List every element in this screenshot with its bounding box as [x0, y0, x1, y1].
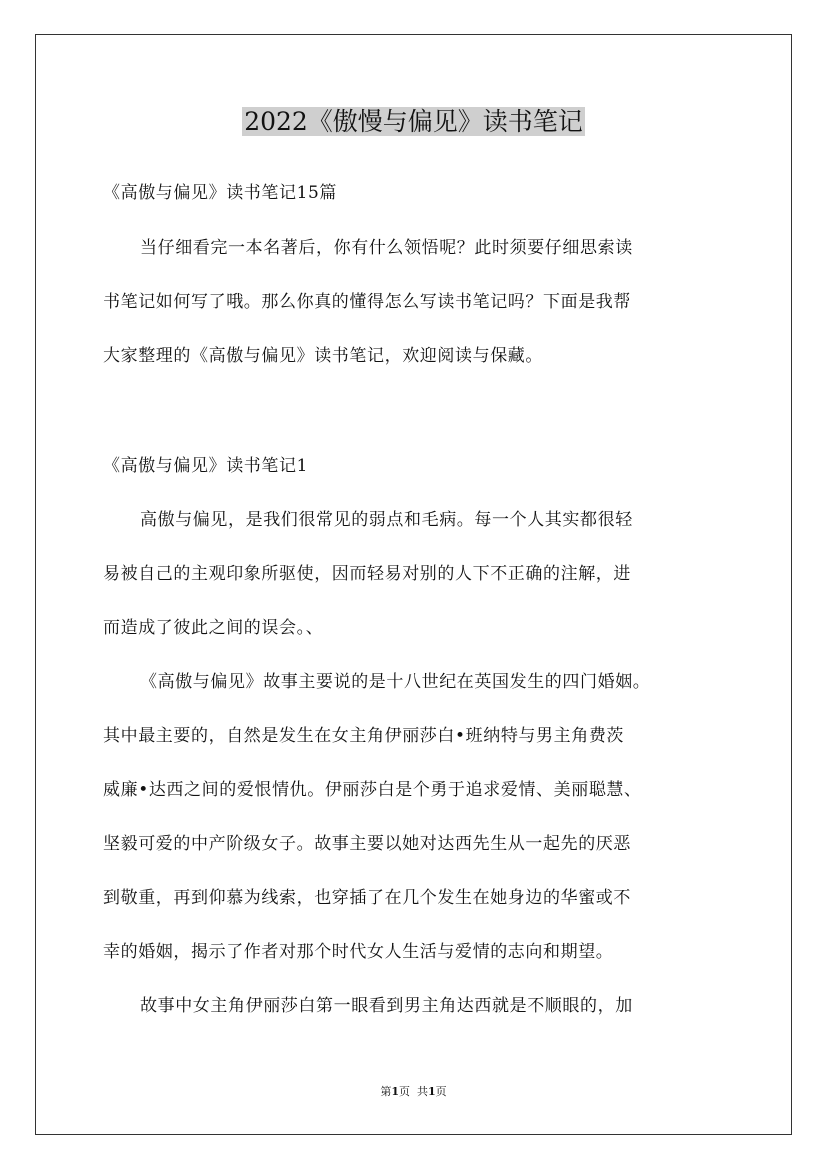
footer-page-suffix: 页 [399, 1085, 410, 1098]
intro-line-1: 当仔细看完一本名著后，你有什么领悟呢？此时须要仔细思索读 [140, 238, 633, 258]
footer-page-number: 1 [391, 1085, 399, 1098]
footer-page-prefix: 第 [380, 1085, 392, 1098]
paragraph2-line-4: 坚毅可爱的中产阶级女子。故事主要以她对达西先生从一起先的厌恶 [103, 834, 631, 854]
intro-line-3: 大家整理的《高傲与偏见》读书笔记，欢迎阅读与保藏。 [103, 346, 543, 366]
footer-total-pages: 1 [428, 1085, 436, 1098]
paragraph2-line-2: 其中最主要的，自然是发生在女主角伊丽莎白•班纳特与男主角费茨 [103, 726, 625, 746]
paragraph1-line-1: 高傲与偏见，是我们很常见的弱点和毛病。每一个人其实都很轻 [140, 510, 633, 530]
intro-line-2: 书笔记如何写了哦。那么你真的懂得怎么写读书笔记吗？下面是我帮 [103, 292, 631, 312]
section-heading: 《高傲与偏见》读书笔记1 [103, 456, 309, 476]
paragraph3-line-1: 故事中女主角伊丽莎白第一眼看到男主角达西就是不顺眼的，加 [140, 996, 633, 1016]
paragraph2-line-1: 《高傲与偏见》故事主要说的是十八世纪在英国发生的四门婚姻。 [140, 672, 651, 692]
paragraph1-line-3: 而造成了彼此之间的误会。、 [103, 618, 324, 638]
paragraph2-line-3: 威廉•达西之间的爱恨情仇。伊丽莎白是个勇于追求爱情、美丽聪慧、 [103, 780, 642, 800]
document-title-text: 2022《傲慢与偏见》读书笔记 [244, 107, 583, 136]
document-title [0, 101, 827, 143]
paragraph1-line-2: 易被自己的主观印象所驱使，因而轻易对别的人下不正确的注解，进 [103, 564, 631, 584]
document-subtitle: 《高傲与偏见》读书笔记15篇 [103, 183, 338, 203]
paragraph2-line-5: 到敬重，再到仰慕为线索，也穿插了在几个发生在她身边的华蜜或不 [103, 888, 631, 908]
footer-total-suffix: 页 [435, 1085, 447, 1098]
page-footer [0, 1084, 827, 1100]
paragraph2-line-6: 幸的婚姻，揭示了作者对那个时代女人生活与爱情的志向和期望。 [103, 942, 614, 962]
footer-total-prefix: 共 [417, 1085, 428, 1098]
